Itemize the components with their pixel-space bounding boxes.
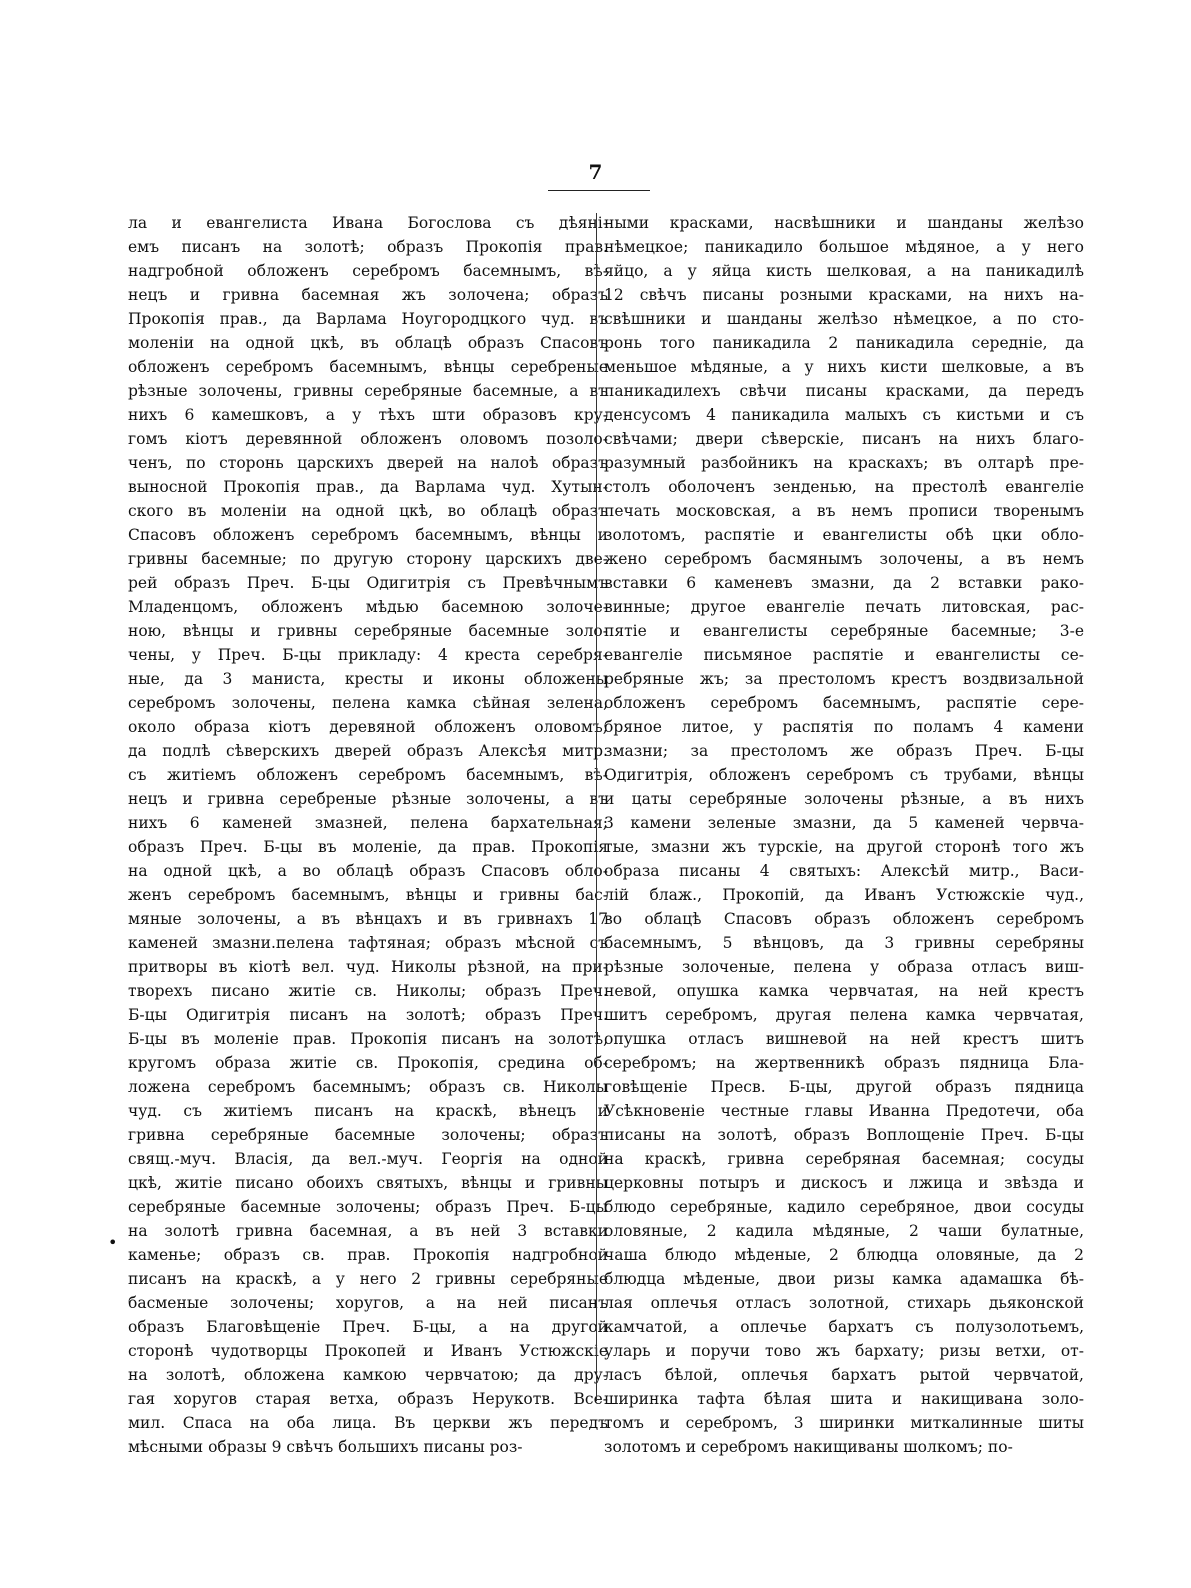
text-line: емъ писанъ на золотѣ; образъ Прокопія прав. [128, 238, 608, 256]
text-line: оловяные, 2 кадила мѣдяные, 2 чаши булатные, [604, 1222, 1084, 1240]
text-line: серебромъ золочены, пелена камка сѣйная зелена, [128, 694, 608, 712]
text-line: ласъ бѣлой, оплечья бархатъ рытой червчатой, [604, 1366, 1084, 1384]
text-line: пятіе и евангелисты серебряные басемные; 3-е [604, 622, 1084, 640]
text-line: сторонѣ чудотворцы Прокопей и Иванъ Устюжскіе [128, 1342, 608, 1360]
text-line: на одной цкѣ, а во облацѣ образъ Спасовъ обло- [128, 862, 608, 880]
text-line: серебряные басемные золочены; образъ Преч. Б-цы [128, 1198, 608, 1216]
text-line: тые, змазни жъ турскіе, на другой сторонѣ того жъ [604, 838, 1084, 856]
text-line: съ житіемъ обложенъ серебромъ басемнымъ, вѣ- [128, 766, 608, 784]
page-number: 7 [588, 160, 603, 184]
text-line: церковны потыръ и дискосъ и лжица и звѣзда и [604, 1174, 1084, 1192]
text-line: на золотѣ гривна басемная, а въ ней 3 вставки [128, 1222, 608, 1240]
text-line: Б-цы въ моленіе прав. Прокопія писанъ на золотѣ, [128, 1030, 608, 1048]
text-line: меньшое мѣдяные, а у нихъ кисти шелковые, а въ [604, 358, 1084, 376]
text-line: столъ оболоченъ зенденью, на престолѣ евангеліе [604, 478, 1084, 496]
text-line: золотомъ, распятіе и евангелисты обѣ цки обло- [604, 526, 1084, 544]
text-line: 3 камени зеленые змазни, да 5 каменей червча- [604, 814, 1084, 832]
text-line: томъ и серебромъ, 3 ширинки миткалинные шиты [604, 1414, 1084, 1432]
text-line: выносной Прокопія прав., да Варлама чуд. Хутын- [128, 478, 608, 496]
text-line: на краскѣ, гривна серебряная басемная; сосуды [604, 1150, 1084, 1168]
margin-mark: • [108, 1233, 118, 1252]
text-line: гривна серебряные басемные золочены; образъ [128, 1126, 608, 1144]
text-line: нецъ и гривна басемная жъ золочена; образъ [128, 286, 608, 304]
text-line: каменье; образъ св. прав. Прокопія надгробной [128, 1246, 608, 1264]
text-line: Б-цы Одигитрія писанъ на золотѣ; образъ Преч. [128, 1006, 608, 1024]
text-line: бряное литое, у распятія по поламъ 4 камени [604, 718, 1084, 736]
text-line: женъ серебромъ басемнымъ, вѣнцы и гривны бас- [128, 886, 608, 904]
text-line: ширинка тафта бѣлая шита и накищивана золо- [604, 1390, 1084, 1408]
text-line: и цаты серебряные золочены рѣзные, а въ нихъ [604, 790, 1084, 808]
text-line: змазни; за престоломъ же образъ Преч. Б-цы [604, 742, 1084, 760]
column-divider [596, 213, 597, 1401]
text-line: ронь того паникадила 2 паникадила середніе, да [604, 334, 1084, 352]
text-line: нецъ и гривна серебреные рѣзные золочены, а въ [128, 790, 608, 808]
text-line: яйцо, а у яйца кисть шелковая, а на паникадилѣ [604, 262, 1084, 280]
text-line: лая оплечья отласъ золотной, стихарь дьяконской [604, 1294, 1084, 1312]
text-line: образа писаны 4 святыхъ: Алексѣй митр., Васи- [604, 862, 1084, 880]
text-line: блюдца мѣденые, двои ризы камка адамашка бѣ- [604, 1270, 1084, 1288]
text-line: опушка отласъ вишневой на ней крестъ шитъ [604, 1030, 1084, 1048]
text-line: печать московская, а въ немъ прописи творенымъ [604, 502, 1084, 520]
left-column [128, 211, 608, 1459]
text-line: гомъ кіотъ деревянной обложенъ оловомъ позоло- [128, 430, 608, 448]
text-line: мил. Спаса на оба лица. Въ церкви жъ передъ [128, 1414, 608, 1432]
text-line: надгробной обложенъ серебромъ басемнымъ, вѣ- [128, 262, 608, 280]
text-line: ла и евангелиста Ивана Богослова съ дѣяні- [128, 214, 608, 232]
text-line: моленіи на одной цкѣ, въ облацѣ образъ Спасовъ [128, 334, 608, 352]
text-line: свящ.-муч. Власія, да вел.-муч. Георгія на одной [128, 1150, 608, 1168]
text-line: гая хоругов старая ветха, образъ Нерукотв. Все- [128, 1390, 608, 1408]
text-line: кругомъ образа житіе св. Прокопія, средина об- [128, 1054, 608, 1072]
text-line: нихъ 6 каменей змазней, пелена бархательная; [128, 814, 608, 832]
text-line: ченъ, по сторонь царскихъ дверей на налоѣ образъ [128, 454, 608, 472]
text-line: блюдо серебряные, кадило серебряное, двои сосуды [604, 1198, 1084, 1216]
text-line: Спасовъ обложенъ серебромъ басемнымъ, вѣнцы и [128, 526, 608, 544]
text-line: ными красками, насвѣшники и шанданы желѣзо [604, 214, 1084, 232]
text-line: винные; другое евангеліе печать литовская, рас- [604, 598, 1084, 616]
header-rule [548, 190, 650, 191]
text-line: 12 свѣчъ писаны розными красками, на нихъ на- [604, 286, 1084, 304]
text-line: чуд. съ житіемъ писанъ на краскѣ, вѣнецъ и [128, 1102, 608, 1120]
text-line: денсусомъ 4 паникадила малыхъ съ кистьми и съ [604, 406, 1084, 424]
text-line: каменей змазни.пелена тафтяная; образъ мѣсной съ [128, 934, 608, 952]
text-line: притворы въ кіотѣ вел. чуд. Николы рѣзной, на при- [128, 958, 608, 976]
text-line: ложена серебромъ басемнымъ; образъ св. Николы [128, 1078, 608, 1096]
text-line: вставки 6 каменевъ змазни, да 2 вставки рако- [604, 574, 1084, 592]
text-line: писанъ на краскѣ, а у него 2 гривны серебряные [128, 1270, 608, 1288]
text-line: нѣмецкое; паникадило большое мѣдяное, а у него [604, 238, 1084, 256]
text-line: обложенъ серебромъ басемнымъ, вѣнцы серебреные [128, 358, 608, 376]
text-line: басменые золочены; хоругов, а на ней писанъ [128, 1294, 608, 1312]
text-line: рѣзные золоченые, пелена у образа отласъ виш- [604, 958, 1084, 976]
right-column [604, 211, 1084, 1459]
text-line: образъ Благовѣщеніе Преч. Б-цы, а на другой [128, 1318, 608, 1336]
text-line: мяные золочены, а въ вѣнцахъ и въ гривнахъ 17 [128, 910, 608, 928]
text-line: рѣзные золочены, гривны серебряные басемные, а въ [128, 382, 608, 400]
text-line: ского въ моленіи на одной цкѣ, во облацѣ образъ [128, 502, 608, 520]
text-line: гривны басемные; по другую сторону царскихъ две- [128, 550, 608, 568]
text-line: ные, да 3 маниста, кресты и иконы обложены [128, 670, 608, 688]
text-line: уларь и поручи тово жъ бархату; ризы ветхи, от- [604, 1342, 1084, 1360]
text-line: разумный разбойникъ на краскахъ; въ олтарѣ пре- [604, 454, 1084, 472]
text-line: на золотѣ, обложена камкою червчатою; да дру- [128, 1366, 608, 1384]
text-line: паникадилехъ свѣчи писаны красками, да передъ [604, 382, 1084, 400]
text-line: обложенъ серебромъ басемнымъ, распятіе сере- [604, 694, 1084, 712]
text-line: нихъ 6 камешковъ, а у тѣхъ шти образовъ кру- [128, 406, 608, 424]
text-line: евангеліе письмяное распятіе и евангелисты се- [604, 646, 1084, 664]
text-line: рей образъ Преч. Б-цы Одигитрія съ Превѣчнымъ [128, 574, 608, 592]
text-line: около образа кіотъ деревяной обложенъ оловомъ; [128, 718, 608, 736]
text-line: говѣщеніе Пресв. Б-цы, другой образъ пядница [604, 1078, 1084, 1096]
text-line: Прокопія прав., да Варлама Ноугородцкого чуд. въ [128, 310, 608, 328]
text-line: лій блаж., Прокопій, да Иванъ Устюжскіе чуд., [604, 886, 1084, 904]
text-line: цкѣ, житіе писано обоихъ святыхъ, вѣнцы и гривны [128, 1174, 608, 1192]
text-line: Усѣкновеніе честные главы Иванна Предотечи, оба [604, 1102, 1084, 1120]
text-line: ною, вѣнцы и гривны серебряные басемные золо- [128, 622, 608, 640]
text-line: свѣчами; двери сѣверскіе, писанъ на нихъ благо- [604, 430, 1084, 448]
text-line: жено серебромъ басмянымъ золочены, а въ немъ [604, 550, 1084, 568]
text-line: свѣшники и шанданы желѣзо нѣмецкое, а по сто- [604, 310, 1084, 328]
text-line: да подлѣ сѣверскихъ дверей образъ Алексѣя митр. [128, 742, 608, 760]
text-line: Младенцомъ, обложенъ мѣдью басемною золоче- [128, 598, 608, 616]
text-line: невой, опушка камка червчатая, на ней крестъ [604, 982, 1084, 1000]
text-line: камчатой, а оплечье бархатъ съ полузолотьемъ, [604, 1318, 1084, 1336]
text-line: чаша блюдо мѣденые, 2 блюдца оловяные, да 2 [604, 1246, 1084, 1264]
text-line: образъ Преч. Б-цы въ моленіе, да прав. Прокопія [128, 838, 608, 856]
text-line: серебромъ; на жертвенникѣ образъ пядница Бла- [604, 1054, 1084, 1072]
text-line: чены, у Преч. Б-цы прикладу: 4 креста серебря- [128, 646, 608, 664]
text-line: шитъ серебромъ, другая пелена камка червчатая, [604, 1006, 1084, 1024]
text-line: во облацѣ Спасовъ образъ обложенъ серебромъ [604, 910, 1084, 928]
text-line: басемнымъ, 5 вѣнцовъ, да 3 гривны серебряны [604, 934, 1084, 952]
text-line: ребряные жъ; за престоломъ крестъ воздвизальной [604, 670, 1084, 688]
text-line: мѣсными образы 9 свѣчъ большихъ писаны роз- [128, 1438, 523, 1456]
text-line: писаны на золотѣ, образъ Воплощеніе Преч. Б-цы [604, 1126, 1084, 1144]
text-line: Одигитрія, обложенъ серебромъ съ трубами, вѣнцы [604, 766, 1084, 784]
text-line: творехъ писано житіе св. Николы; образъ Преч. [128, 982, 608, 1000]
text-line: золотомъ и серебромъ накищиваны шолкомъ; по- [604, 1438, 1013, 1456]
